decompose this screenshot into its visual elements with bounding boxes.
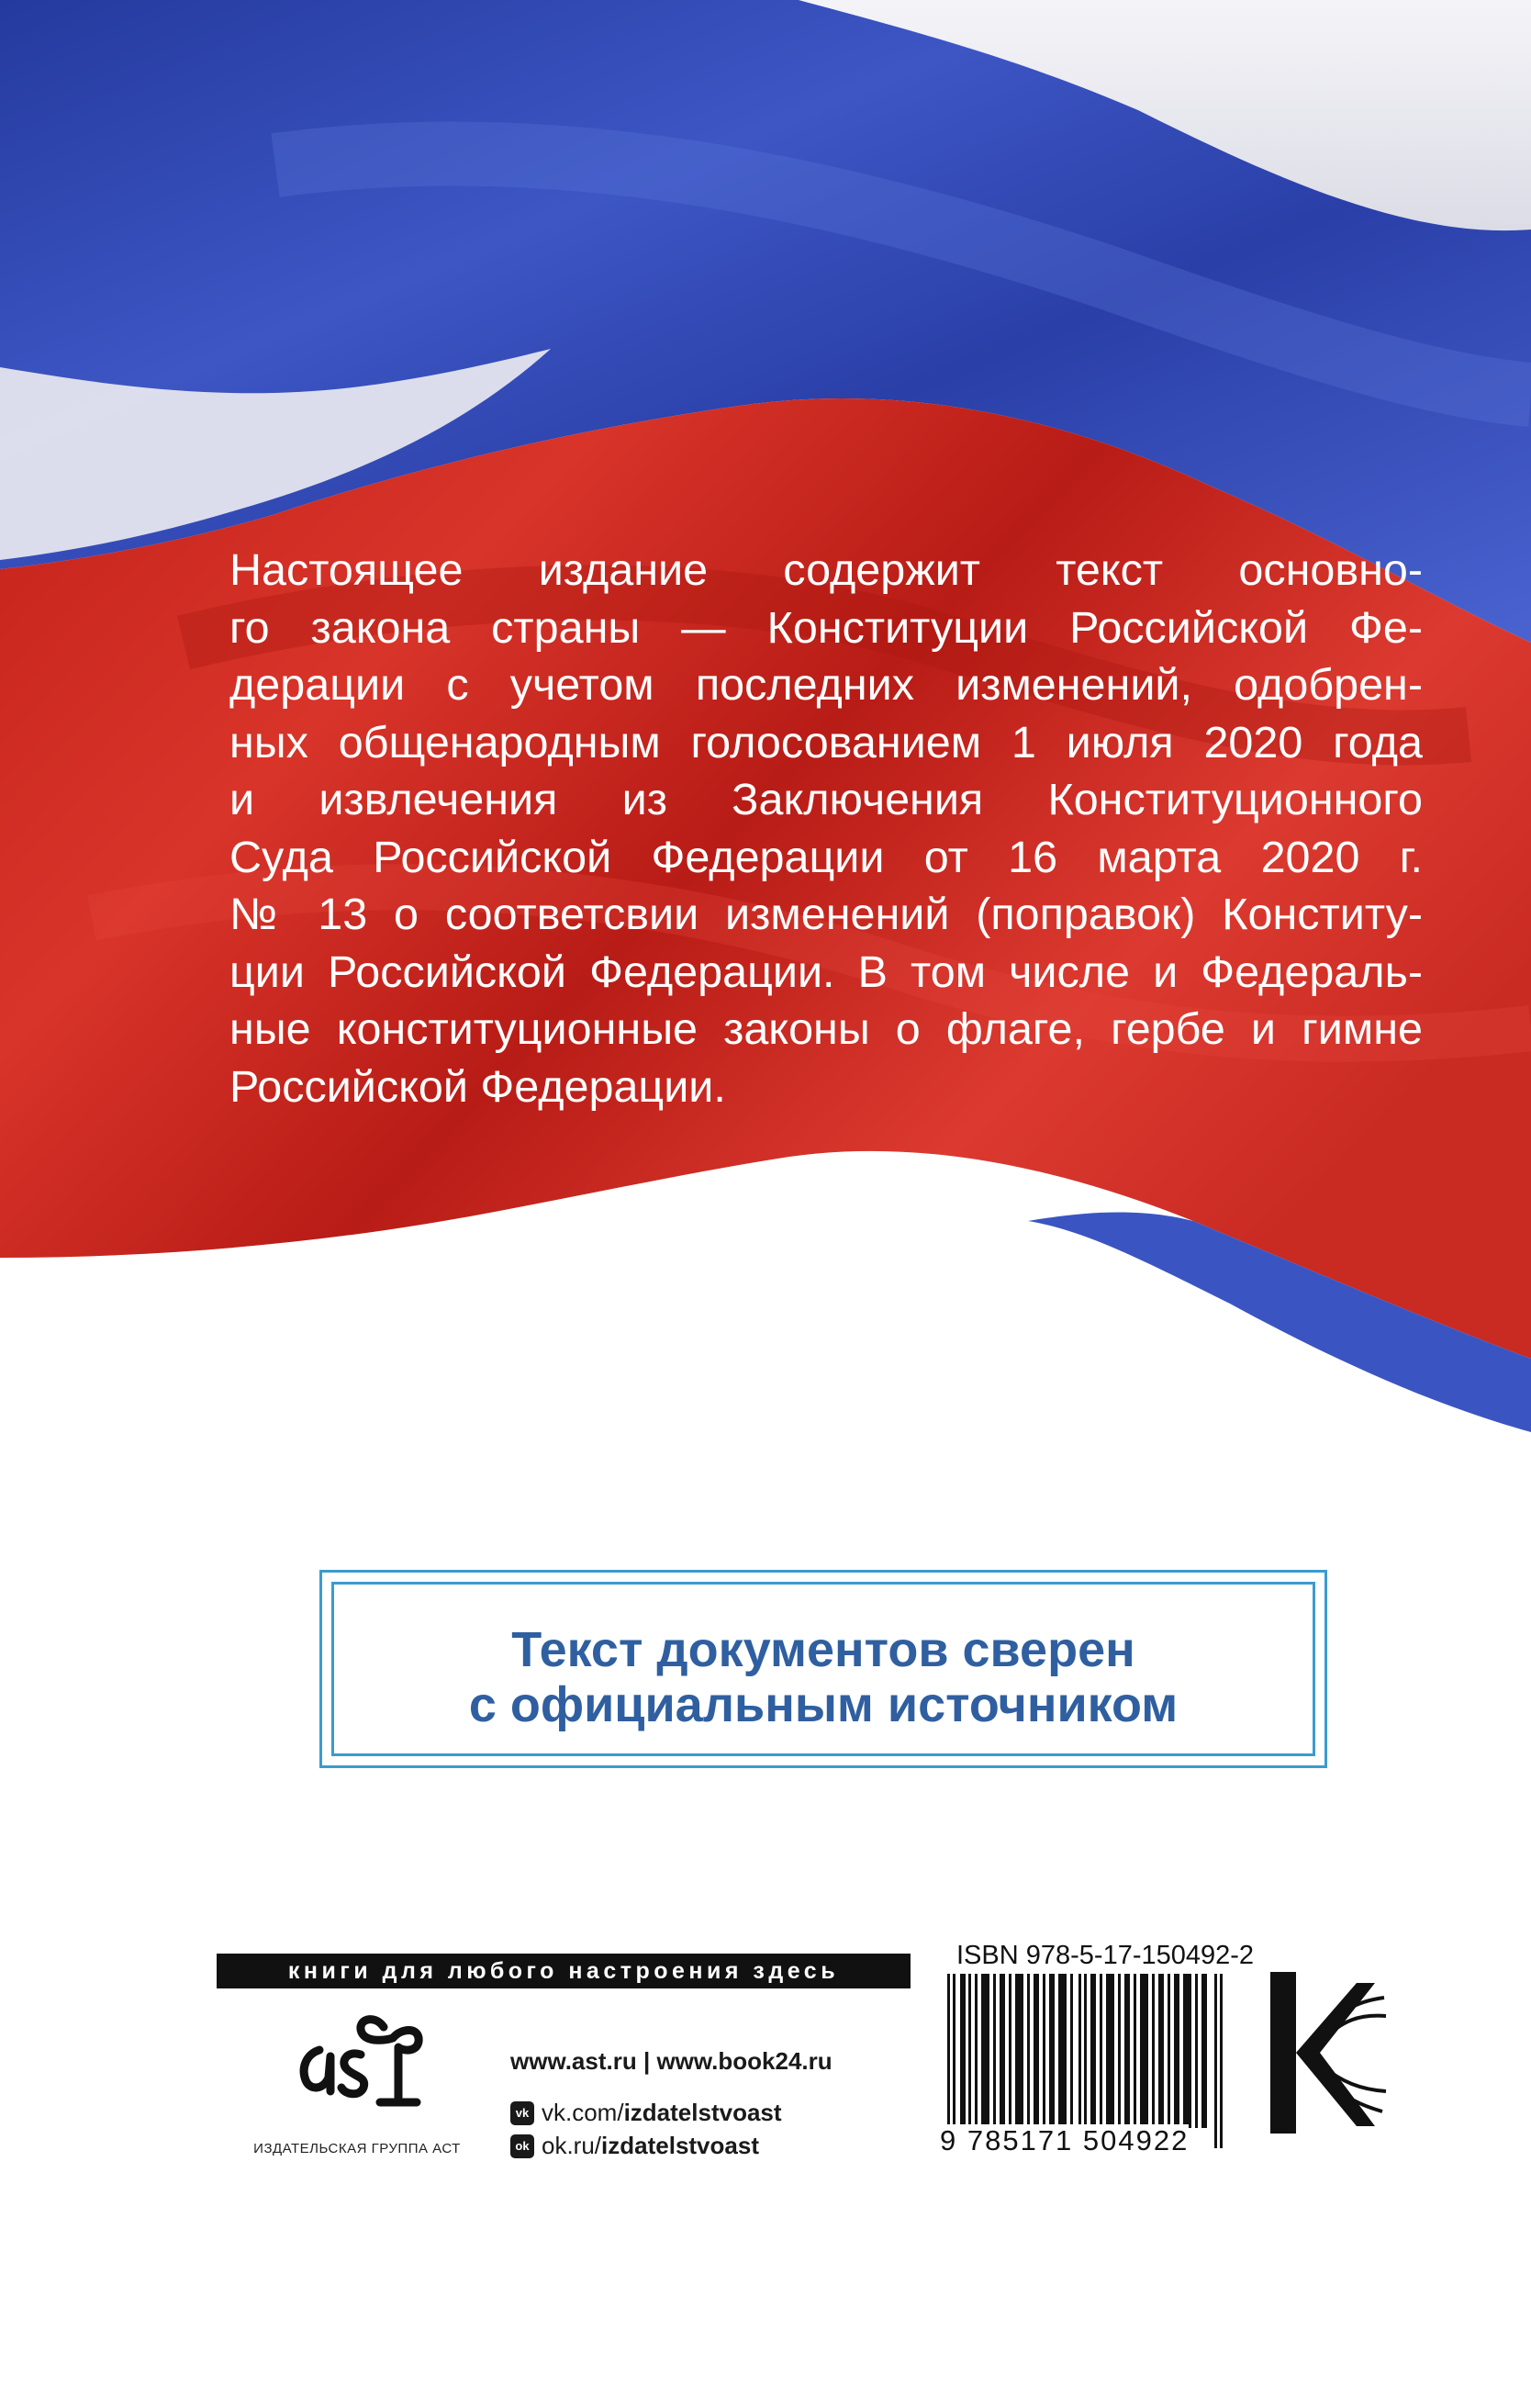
verification-notice-text — [322, 1622, 1324, 1732]
ok-icon: ok — [510, 2134, 534, 2158]
website-links[interactable]: www.ast.ru | www.book24.ru — [510, 2047, 833, 2075]
verification-notice-box — [319, 1570, 1327, 1768]
barcode-digits: 9 785171 504922 — [940, 2124, 1190, 2156]
social-link-ok[interactable] — [510, 2132, 759, 2160]
annotation-line: Настоящее издание содержит текст основно- — [229, 545, 1423, 595]
annotation-line: Российской Федерации. — [229, 1061, 726, 1112]
annotation-line: и извлечения из Заключения Конституционного — [229, 775, 1423, 824]
isbn-number: ISBN 978-5-17-150492-2 — [956, 1941, 1255, 1970]
social-handle: izdatelstvoast — [623, 2099, 782, 2126]
annotation-line: дерации с учетом последних изменений, одобрен- — [229, 660, 1423, 710]
verification-line-2: с официальным источником — [468, 1677, 1179, 1732]
social-link-vk[interactable] — [510, 2099, 782, 2127]
annotation-line: Суда Российской Федерации от 16 марта 2020 г. — [229, 832, 1423, 882]
publisher-slogan-bar: книги для любого настроения здесь — [217, 1954, 911, 1988]
verification-line-1: Текст документов сверен — [511, 1622, 1135, 1677]
social-handle: izdatelstvoast — [601, 2132, 759, 2159]
publisher-name: ИЗДАТЕЛЬСКАЯ ГРУППА АСТ — [253, 2141, 461, 2156]
social-prefix: ok.ru/ — [542, 2132, 602, 2159]
annotation-line: № 13 о соответсвии изменений (поправок) Конститу- — [229, 890, 1423, 939]
social-prefix: vk.com/ — [542, 2099, 624, 2126]
annotation-line: ные конституционные законы о флаге, гербе и гимне — [229, 1004, 1423, 1054]
barcode — [945, 1974, 1230, 2148]
ast-logo — [264, 1999, 448, 2128]
annotation-text — [229, 542, 1423, 1115]
vk-icon: vk — [510, 2101, 534, 2125]
annotation-line: ных общенародным голосованием 1 июля 2020 года — [229, 717, 1423, 767]
annotation-line: го закона страны — Конституции Российской Фе- — [229, 602, 1423, 653]
annotation-line: ции Российской Федерации. В том числе и Федераль- — [229, 946, 1423, 997]
k-imprint-logo — [1265, 1965, 1393, 2139]
